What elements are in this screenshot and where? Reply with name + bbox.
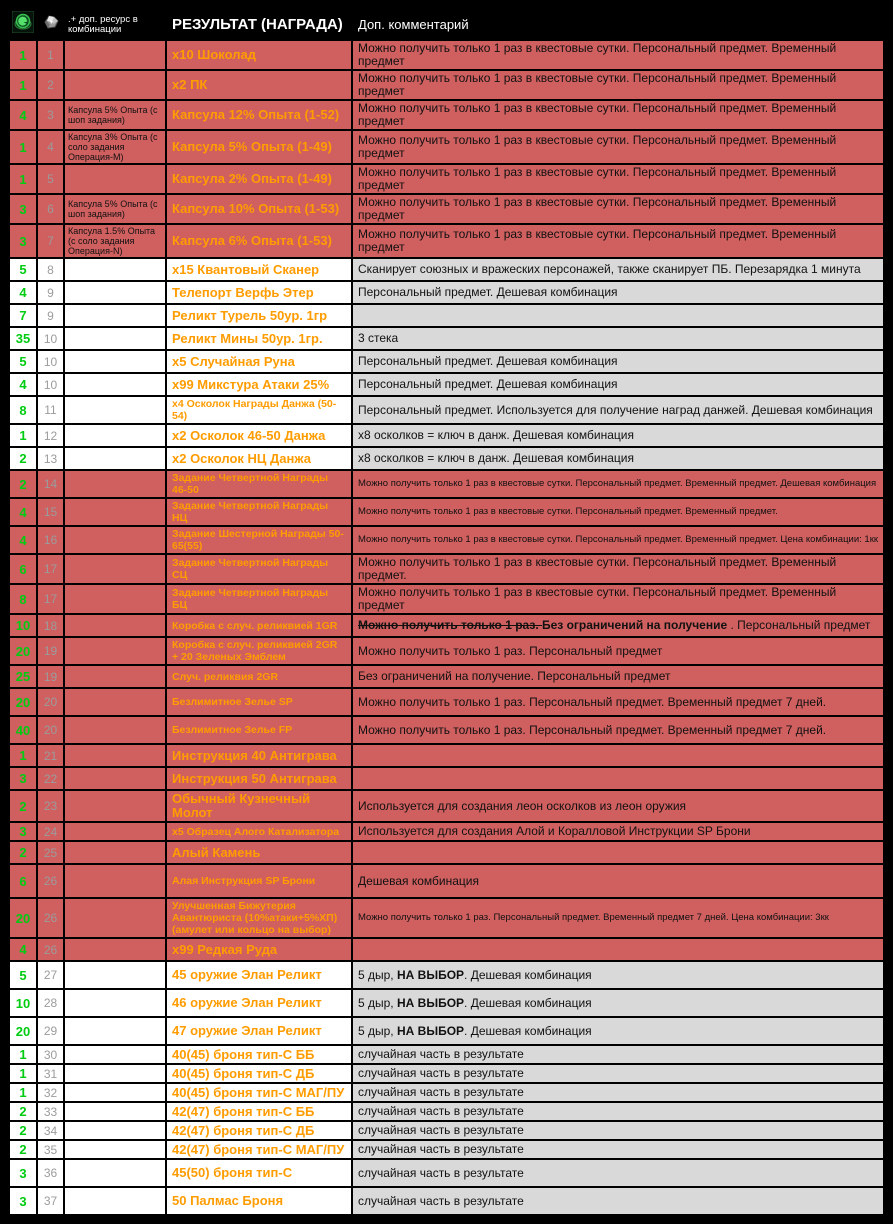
emblem-cost-cell: 1: [9, 1083, 37, 1102]
result-reward-cell: Задание Четвертной Награды БЦ: [166, 584, 352, 614]
extra-resource-cell: [64, 470, 166, 498]
combination-number-cell: 28: [37, 989, 64, 1017]
table-header-row: [9, 9, 884, 40]
table-row: [9, 1083, 884, 1102]
combination-number-cell: 26: [37, 864, 64, 898]
result-reward-cell: 40(45) броня тип-С ББ: [166, 1045, 352, 1064]
extra-resource-cell: [64, 898, 166, 938]
extra-resource-cell: Капсула 3% Опыта (с соло задания Операция-М): [64, 130, 166, 164]
result-reward-cell: Алая Инструкция SP Брони: [166, 864, 352, 898]
emblem-cost-cell: 3: [9, 194, 37, 224]
comment-cell: Можно получить только 1 раз в квестовые сутки. Персональный предмет. Временный предмет: [352, 70, 884, 100]
emblem-cost-cell: 1: [9, 130, 37, 164]
extra-resource-cell: [64, 961, 166, 989]
comment-cell: случайная часть в результате: [352, 1121, 884, 1140]
result-reward-cell: Случ. реликвия 2GR: [166, 665, 352, 688]
extra-resource-cell: [64, 447, 166, 470]
result-reward-cell: Коробка с случ. реликвией 2GR + 20 Зеленых Эмблем: [166, 637, 352, 665]
comment-cell: Можно получить только 1 раз. Персональный предмет. Временный предмет 7 дней.: [352, 688, 884, 716]
comment-cell: Можно получить только 1 раз в квестовые сутки. Персональный предмет. Временный предмет: [352, 224, 884, 258]
result-reward-cell: 45 оружие Элан Реликт: [166, 961, 352, 989]
emblem-cost-cell: 20: [9, 637, 37, 665]
comment-cell: случайная часть в результате: [352, 1140, 884, 1159]
comment-cell: Можно получить только 1 раз в квестовые сутки. Персональный предмет. Временный предмет. Дешевая комбинация: [352, 470, 884, 498]
result-reward-cell: х2 ПК: [166, 70, 352, 100]
extra-resource-cell: Капсула 5% Опыта (с шоп задания): [64, 194, 166, 224]
combination-number-cell: 7: [37, 224, 64, 258]
table-row: [9, 584, 884, 614]
extra-resource-cell: [64, 841, 166, 864]
table-row: [9, 164, 884, 194]
table-row: [9, 373, 884, 396]
combination-number-cell: 22: [37, 767, 64, 790]
emblem-cost-cell: 20: [9, 898, 37, 938]
emblem-cost-cell: 1: [9, 1045, 37, 1064]
extra-resource-cell: [64, 1187, 166, 1215]
table-row: [9, 350, 884, 373]
comment-cell: х8 осколков = ключ в данж. Дешевая комбинация: [352, 447, 884, 470]
table-row: [9, 864, 884, 898]
combination-number-cell: 34: [37, 1121, 64, 1140]
comment-cell: Можно получить только 1 раз в квестовые сутки. Персональный предмет. Временный предмет: [352, 130, 884, 164]
table-row: [9, 614, 884, 637]
emblem-cost-cell: 6: [9, 554, 37, 584]
extra-resource-cell: [64, 716, 166, 744]
result-reward-cell: 40(45) броня тип-С ДБ: [166, 1064, 352, 1083]
comment-cell: [352, 767, 884, 790]
emblem-cost-cell: 1: [9, 164, 37, 194]
combination-number-cell: 14: [37, 470, 64, 498]
emblem-cost-cell: 35: [9, 327, 37, 350]
combination-number-cell: 9: [37, 281, 64, 304]
result-reward-cell: Капсула 10% Опыта (1-53): [166, 194, 352, 224]
emblem-cost-cell: 3: [9, 224, 37, 258]
extra-resource-cell: [64, 526, 166, 554]
extra-resource-cell: [64, 790, 166, 822]
comment-cell: Можно получить только 1 раз. Персональный предмет. Временный предмет 7 дней.: [352, 716, 884, 744]
extra-resource-cell: [64, 584, 166, 614]
extra-resource-cell: [64, 424, 166, 447]
extra-resource-cell: [64, 40, 166, 70]
extra-resource-cell: [64, 822, 166, 841]
combination-number-cell: 27: [37, 961, 64, 989]
extra-resource-cell: [64, 373, 166, 396]
table-row: [9, 130, 884, 164]
result-reward-cell: Улучшенная Бижутерия Авантюриста (10%атаки+5%ХП)(амулет или кольцо на выбор): [166, 898, 352, 938]
combination-number-cell: 11: [37, 396, 64, 424]
combination-number-cell: 30: [37, 1045, 64, 1064]
table-row: [9, 281, 884, 304]
emblem-cost-cell: 1: [9, 1064, 37, 1083]
emblem-cost-cell: 5: [9, 961, 37, 989]
emblem-cost-cell: 4: [9, 526, 37, 554]
comment-cell: Можно получить только 1 раз в квестовые сутки. Персональный предмет. Временный предмет: [352, 100, 884, 130]
comment-cell: Можно получить только 1 раз в квестовые сутки. Персональный предмет. Временный предмет: [352, 40, 884, 70]
table-row: [9, 100, 884, 130]
comment-cell: случайная часть в результате: [352, 1045, 884, 1064]
emblem-cost-cell: 3: [9, 767, 37, 790]
result-reward-cell: Задание Четвертной Награды 46-50: [166, 470, 352, 498]
combination-number-cell: 35: [37, 1140, 64, 1159]
header-extra-resource: .+ доп. ресурс в комбинации: [64, 9, 166, 40]
combination-number-cell: 26: [37, 938, 64, 961]
combination-number-cell: 9: [37, 304, 64, 327]
combination-number-cell: 1: [37, 40, 64, 70]
combination-number-cell: 13: [37, 447, 64, 470]
table-row: [9, 224, 884, 258]
comment-cell: 5 дыр, НА ВЫБОР. Дешевая комбинация: [352, 1017, 884, 1045]
result-reward-cell: 50 Палмас Броня: [166, 1187, 352, 1215]
combination-number-cell: 5: [37, 164, 64, 194]
comment-cell: Можно получить только 1 раз в квестовые сутки. Персональный предмет. Временный предмет: [352, 194, 884, 224]
table-row: [9, 1159, 884, 1187]
combination-number-cell: 33: [37, 1102, 64, 1121]
comment-cell: Сканирует союзных и вражеских персонажей, также сканирует ПБ. Перезарядка 1 минута: [352, 258, 884, 281]
emblem-cost-cell: 2: [9, 1121, 37, 1140]
result-reward-cell: х15 Квантовый Сканер: [166, 258, 352, 281]
comment-cell: 5 дыр, НА ВЫБОР. Дешевая комбинация: [352, 989, 884, 1017]
combination-number-cell: 29: [37, 1017, 64, 1045]
result-reward-cell: Коробка с случ. реликвией 1GR: [166, 614, 352, 637]
extra-resource-cell: [64, 281, 166, 304]
emblem-cost-cell: 4: [9, 281, 37, 304]
comment-cell: [352, 744, 884, 767]
result-reward-cell: Капсула 6% Опыта (1-53): [166, 224, 352, 258]
extra-resource-cell: [64, 989, 166, 1017]
result-reward-cell: х5 Образец Алого Катализатора: [166, 822, 352, 841]
result-reward-cell: Инструкция 40 Антиграва: [166, 744, 352, 767]
table-row: [9, 790, 884, 822]
extra-resource-cell: [64, 1121, 166, 1140]
extra-resource-cell: [64, 1045, 166, 1064]
comment-cell: случайная часть в результате: [352, 1187, 884, 1215]
combination-number-cell: 18: [37, 614, 64, 637]
table-row: [9, 1140, 884, 1159]
emblem-cost-cell: 10: [9, 989, 37, 1017]
combination-number-cell: 17: [37, 554, 64, 584]
table-row: [9, 447, 884, 470]
combination-number-cell: 24: [37, 822, 64, 841]
table-row: [9, 424, 884, 447]
combination-number-cell: 15: [37, 498, 64, 526]
comment-cell: Можно получить только 1 раз в квестовые сутки. Персональный предмет. Временный предмет: [352, 584, 884, 614]
combination-number-cell: 20: [37, 716, 64, 744]
extra-resource-cell: [64, 864, 166, 898]
table-row: [9, 637, 884, 665]
result-reward-cell: х99 Микстура Атаки 25%: [166, 373, 352, 396]
table-row: [9, 1121, 884, 1140]
comment-cell: Персональный предмет. Используется для получение наград данжей. Дешевая комбинация: [352, 396, 884, 424]
combination-number-cell: 21: [37, 744, 64, 767]
table-row: [9, 716, 884, 744]
emblem-cost-cell: 1: [9, 70, 37, 100]
comment-cell: 3 стека: [352, 327, 884, 350]
result-reward-cell: Реликт Мины 50ур. 1гр.: [166, 327, 352, 350]
emblem-cost-cell: 3: [9, 1187, 37, 1215]
emblem-cost-cell: 1: [9, 40, 37, 70]
table-row: [9, 304, 884, 327]
emblem-cost-cell: 8: [9, 396, 37, 424]
combination-number-cell: 31: [37, 1064, 64, 1083]
comment-cell: Можно получить только 1 раз. Персональный предмет: [352, 637, 884, 665]
comment-cell: случайная часть в результате: [352, 1102, 884, 1121]
combination-number-cell: 6: [37, 194, 64, 224]
table-row: [9, 40, 884, 70]
table-row: [9, 327, 884, 350]
extra-resource-cell: [64, 744, 166, 767]
combination-number-cell: 37: [37, 1187, 64, 1215]
header-result: РЕЗУЛЬТАТ (НАГРАДА): [166, 9, 352, 40]
combination-number-cell: 32: [37, 1083, 64, 1102]
extra-resource-cell: Капсула 5% Опыта (с шоп задания): [64, 100, 166, 130]
extra-resource-cell: [64, 1159, 166, 1187]
emblem-cost-cell: 2: [9, 841, 37, 864]
comment-cell: случайная часть в результате: [352, 1083, 884, 1102]
rewards-table: [8, 8, 885, 1216]
comment-cell: Дешевая комбинация: [352, 864, 884, 898]
result-reward-cell: Алый Камень: [166, 841, 352, 864]
extra-resource-cell: [64, 304, 166, 327]
combination-number-cell: 16: [37, 526, 64, 554]
emblem-cost-cell: 2: [9, 1102, 37, 1121]
emblem-cost-cell: 2: [9, 470, 37, 498]
result-reward-cell: Обычный Кузнечный Молот: [166, 790, 352, 822]
result-reward-cell: Безлимитное Зелье FP: [166, 716, 352, 744]
table-row: [9, 1064, 884, 1083]
combination-number-cell: 19: [37, 665, 64, 688]
table-row: [9, 1017, 884, 1045]
comment-cell: Можно получить только 1 раз. Персональный предмет. Временный предмет 7 дней. Цена комбинации: 3кк: [352, 898, 884, 938]
combination-number-cell: 8: [37, 258, 64, 281]
result-reward-cell: Капсула 2% Опыта (1-49): [166, 164, 352, 194]
result-reward-cell: х10 Шоколад: [166, 40, 352, 70]
emblem-cost-cell: 4: [9, 373, 37, 396]
emblem-cost-cell: 3: [9, 1159, 37, 1187]
emblem-cost-cell: 7: [9, 304, 37, 327]
combination-number-cell: 10: [37, 373, 64, 396]
combination-number-cell: 36: [37, 1159, 64, 1187]
extra-resource-cell: [64, 1017, 166, 1045]
extra-resource-cell: [64, 665, 166, 688]
result-reward-cell: 42(47) броня тип-С ББ: [166, 1102, 352, 1121]
table-row: [9, 688, 884, 716]
result-reward-cell: Реликт Турель 50ур. 1гр: [166, 304, 352, 327]
combination-number-cell: 19: [37, 637, 64, 665]
green-emblem-icon: [9, 9, 37, 40]
table-row: [9, 1187, 884, 1215]
table-row: [9, 961, 884, 989]
emblem-cost-cell: 2: [9, 1140, 37, 1159]
comment-cell: Можно получить только 1 раз в квестовые сутки. Персональный предмет. Временный предмет. Цена комбинации: 1кк: [352, 526, 884, 554]
comment-cell: Персональный предмет. Дешевая комбинация: [352, 350, 884, 373]
extra-resource-cell: [64, 350, 166, 373]
table-row: [9, 70, 884, 100]
comment-cell: случайная часть в результате: [352, 1159, 884, 1187]
result-reward-cell: 40(45) броня тип-С МАГ/ПУ: [166, 1083, 352, 1102]
result-reward-cell: Задание Четвертной Награды СЦ: [166, 554, 352, 584]
result-reward-cell: Безлимитное Зелье SP: [166, 688, 352, 716]
table-row: [9, 767, 884, 790]
result-reward-cell: Инструкция 50 Антиграва: [166, 767, 352, 790]
table-row: [9, 1045, 884, 1064]
extra-resource-cell: [64, 614, 166, 637]
extra-resource-cell: [64, 164, 166, 194]
comment-cell: Персональный предмет. Дешевая комбинация: [352, 373, 884, 396]
table-row: [9, 1102, 884, 1121]
combination-number-cell: 10: [37, 350, 64, 373]
extra-resource-cell: [64, 70, 166, 100]
comment-cell: [352, 938, 884, 961]
result-reward-cell: Телепорт Верфь Этер: [166, 281, 352, 304]
emblem-cost-cell: 25: [9, 665, 37, 688]
comment-cell: [352, 304, 884, 327]
comment-cell: Можно получить только 1 раз в квестовые сутки. Персональный предмет. Временный предмет.: [352, 498, 884, 526]
extra-resource-cell: [64, 1140, 166, 1159]
extra-resource-cell: Капсула 1.5% Опыта (с соло задания Операция-N): [64, 224, 166, 258]
combination-number-cell: 10: [37, 327, 64, 350]
table-row: [9, 470, 884, 498]
comment-cell: 5 дыр, НА ВЫБОР. Дешевая комбинация: [352, 961, 884, 989]
comment-cell: Персональный предмет. Дешевая комбинация: [352, 281, 884, 304]
comment-cell: Используется для создания леон осколков из леон оружия: [352, 790, 884, 822]
comment-cell: случайная часть в результате: [352, 1064, 884, 1083]
extra-resource-cell: [64, 327, 166, 350]
table-row: [9, 841, 884, 864]
emblem-cost-cell: 20: [9, 688, 37, 716]
result-reward-cell: 42(47) броня тип-С МАГ/ПУ: [166, 1140, 352, 1159]
extra-resource-cell: [64, 554, 166, 584]
emblem-cost-cell: 4: [9, 100, 37, 130]
comment-cell: Можно получить только 1 раз в квестовые сутки. Персональный предмет. Временный предмет: [352, 164, 884, 194]
extra-resource-cell: [64, 498, 166, 526]
result-reward-cell: х5 Случайная Руна: [166, 350, 352, 373]
extra-resource-cell: [64, 637, 166, 665]
comment-cell: Можно получить только 1 раз. Без ограничений на получение . Персональный предмет: [352, 614, 884, 637]
emblem-cost-cell: 1: [9, 424, 37, 447]
combination-number-cell: 3: [37, 100, 64, 130]
comment-cell: Можно получить только 1 раз в квестовые сутки. Персональный предмет. Временный предмет.: [352, 554, 884, 584]
combination-number-cell: 2: [37, 70, 64, 100]
emblem-cost-cell: 4: [9, 938, 37, 961]
extra-resource-cell: [64, 396, 166, 424]
result-reward-cell: Капсула 12% Опыта (1-52): [166, 100, 352, 130]
emblem-cost-cell: 5: [9, 350, 37, 373]
result-reward-cell: 45(50) броня тип-С: [166, 1159, 352, 1187]
comment-cell: Без ограничений на получение. Персональный предмет: [352, 665, 884, 688]
comment-cell: Используется для создания Алой и Коралловой Инструкции SP Брони: [352, 822, 884, 841]
header-comment: Доп. комментарий: [352, 9, 884, 40]
extra-resource-cell: [64, 767, 166, 790]
rewards-table-body: [9, 9, 884, 1215]
table-row: [9, 744, 884, 767]
combination-number-cell: 12: [37, 424, 64, 447]
emblem-cost-cell: 40: [9, 716, 37, 744]
combination-number-cell: 23: [37, 790, 64, 822]
table-row: [9, 989, 884, 1017]
table-row: [9, 898, 884, 938]
table-row: [9, 938, 884, 961]
emblem-cost-cell: 5: [9, 258, 37, 281]
table-row: [9, 822, 884, 841]
extra-resource-cell: [64, 1083, 166, 1102]
extra-resource-cell: [64, 938, 166, 961]
result-reward-cell: х2 Осколок 46-50 Данжа: [166, 424, 352, 447]
extra-resource-cell: [64, 1102, 166, 1121]
combination-number-cell: 20: [37, 688, 64, 716]
emblem-cost-cell: 8: [9, 584, 37, 614]
result-reward-cell: х4 Осколок Награды Данжа (50-54): [166, 396, 352, 424]
result-reward-cell: 47 оружие Элан Реликт: [166, 1017, 352, 1045]
result-reward-cell: х99 Редкая Руда: [166, 938, 352, 961]
combination-number-cell: 4: [37, 130, 64, 164]
ore-crystal-icon: [37, 9, 64, 40]
table-row: [9, 526, 884, 554]
table-row: [9, 665, 884, 688]
result-reward-cell: Задание Шестерной Награды 50-65(55): [166, 526, 352, 554]
extra-resource-cell: [64, 688, 166, 716]
result-reward-cell: 46 оружие Элан Реликт: [166, 989, 352, 1017]
emblem-cost-cell: 6: [9, 864, 37, 898]
combination-number-cell: 17: [37, 584, 64, 614]
combination-number-cell: 25: [37, 841, 64, 864]
comment-cell: [352, 841, 884, 864]
emblem-cost-cell: 2: [9, 790, 37, 822]
combination-number-cell: 26: [37, 898, 64, 938]
emblem-cost-cell: 10: [9, 614, 37, 637]
result-reward-cell: Задание Четвертной Награды НЦ: [166, 498, 352, 526]
extra-resource-cell: [64, 258, 166, 281]
emblem-cost-cell: 3: [9, 822, 37, 841]
result-reward-cell: 42(47) броня тип-С ДБ: [166, 1121, 352, 1140]
result-reward-cell: Капсула 5% Опыта (1-49): [166, 130, 352, 164]
table-row: [9, 498, 884, 526]
table-row: [9, 554, 884, 584]
emblem-cost-cell: 2: [9, 447, 37, 470]
table-row: [9, 258, 884, 281]
extra-resource-cell: [64, 1064, 166, 1083]
table-row: [9, 396, 884, 424]
emblem-cost-cell: 1: [9, 744, 37, 767]
emblem-cost-cell: 20: [9, 1017, 37, 1045]
emblem-cost-cell: 4: [9, 498, 37, 526]
comment-cell: х8 осколков = ключ в данж. Дешевая комбинация: [352, 424, 884, 447]
result-reward-cell: х2 Осколок НЦ Данжа: [166, 447, 352, 470]
table-row: [9, 194, 884, 224]
